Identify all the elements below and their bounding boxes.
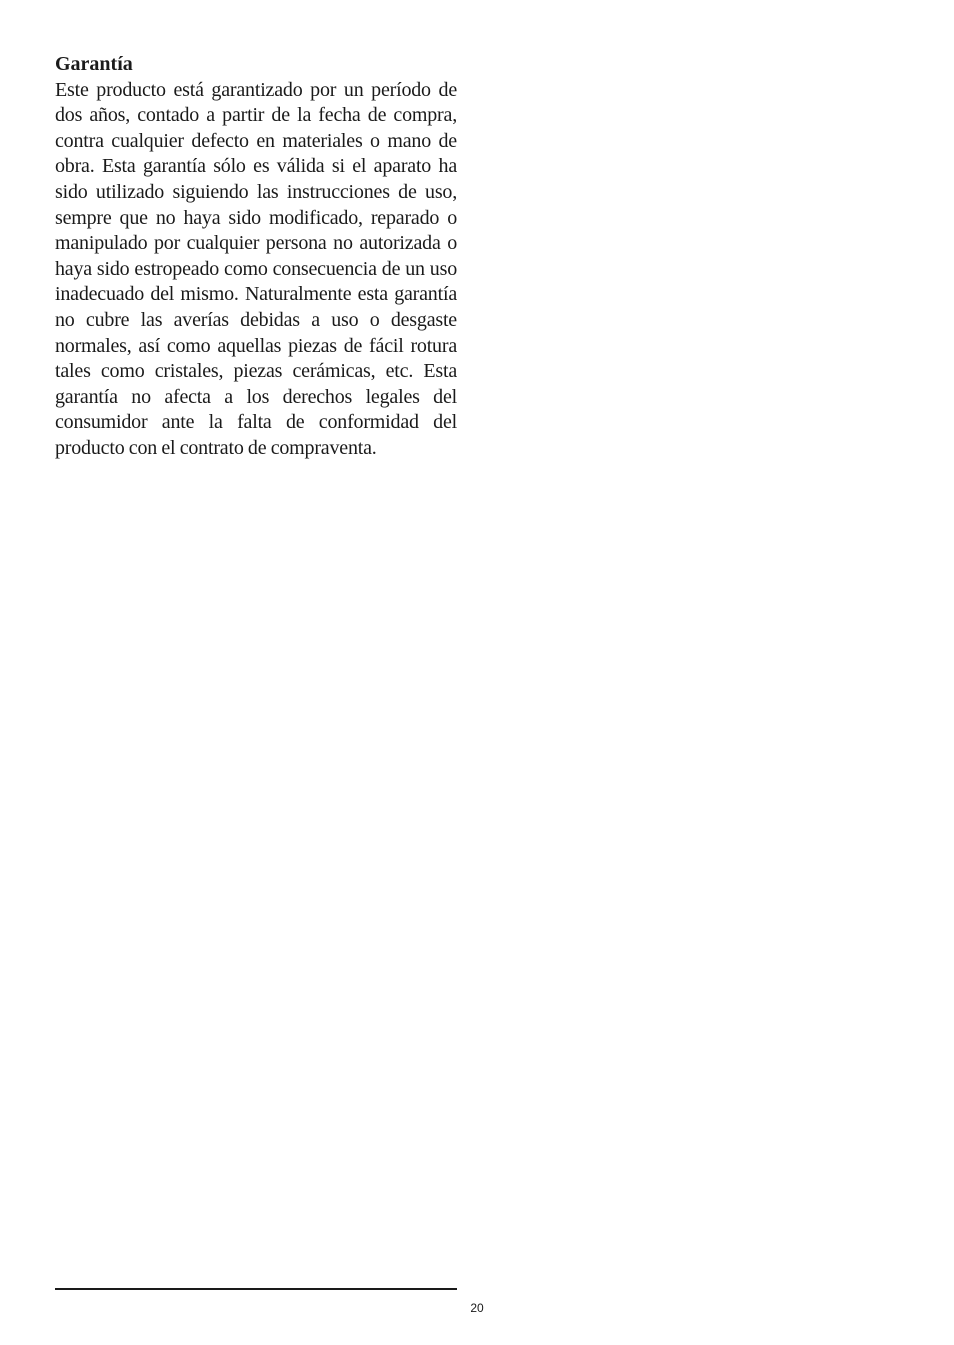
section-heading: Garantía (55, 53, 133, 75)
page-number: 20 (470, 1301, 484, 1315)
footer-divider (55, 1288, 457, 1290)
warranty-section (55, 52, 457, 462)
section-body: Este producto está garantizado por un período de dos años, contado a partir de la fecha de compra, contra cualquier defecto en materiales o mano de obra. Esta garantía sólo es válida si el aparato ha sido utilizado siguiendo las instrucciones de uso, sempre que no haya sido modificado, reparado o manipulado por cualquier persona no autorizada o haya sido estropeado como consecuencia de un uso inadecuado del mismo. Naturalmente esta garantía no cubre las averías debidas a uso o desgaste normales, así como aquellas piezas de fácil rotura tales como cristales, piezas cerámicas, etc. Esta garantía no afecta a los derechos legales del consumidor ante la falta de conformidad del producto con el contrato de compraventa. (55, 78, 457, 459)
